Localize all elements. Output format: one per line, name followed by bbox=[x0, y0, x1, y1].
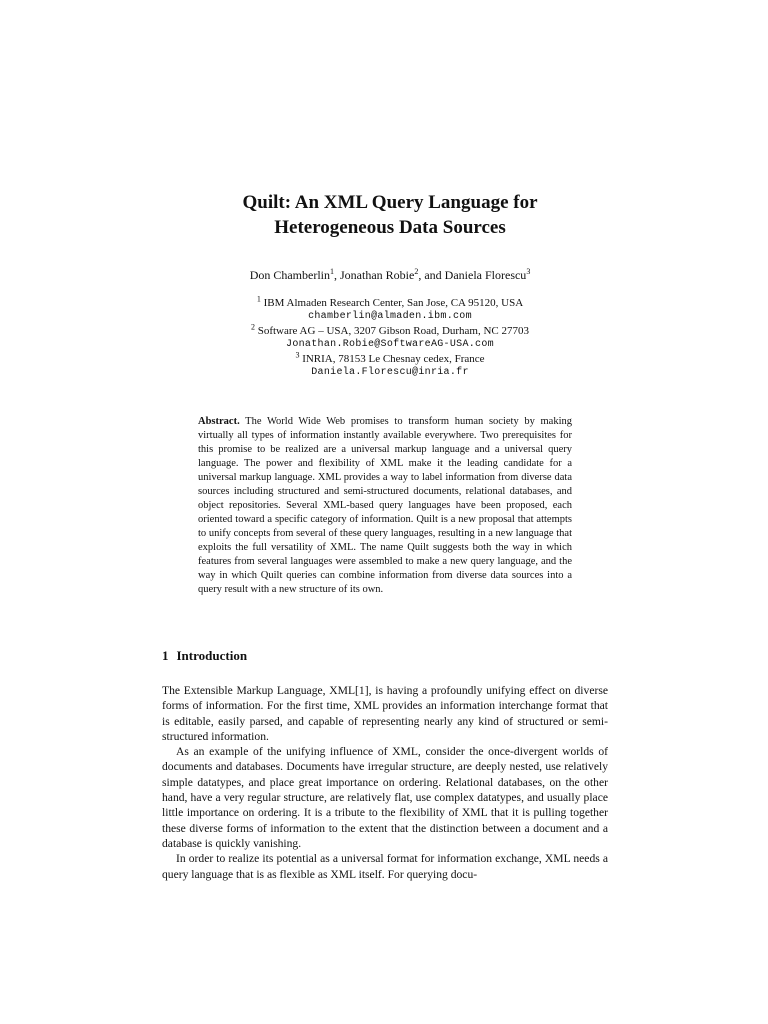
author-affiliation-mark: 3 bbox=[526, 267, 531, 276]
author-affiliation-mark: 2 bbox=[414, 267, 419, 276]
affiliation-mark: 2 bbox=[250, 322, 255, 332]
section-title: Introduction bbox=[176, 648, 248, 663]
author-name: Don Chamberlin bbox=[249, 268, 331, 282]
affiliation-name bbox=[150, 324, 630, 338]
paragraph: As an example of the unifying influence of XML, consider the once-divergent worlds of documents and databases. Documents have irregular structure, are deeply nested, use relatively simple datatypes, and place great importance on ordering. Relational databases, on the other hand, have a very regular structure, are relatively flat, use complex datatypes, and usually place little importance on ordering. It is a tribute to the flexibility of XML that it is pulling together these diverse forms of information to the extent that the distinction between a document and a database is quickly vanishing. bbox=[162, 745, 608, 850]
abstract bbox=[198, 415, 572, 597]
author-name: , and Daniela Florescu bbox=[418, 268, 527, 282]
author-list bbox=[150, 267, 630, 283]
affiliation-name bbox=[150, 352, 630, 366]
title-line-2: Heterogeneous Data Sources bbox=[274, 217, 506, 238]
affiliation-1 bbox=[150, 296, 630, 324]
affiliation-2 bbox=[150, 324, 630, 352]
section-number: 1 bbox=[162, 648, 169, 663]
affiliation-mark: 1 bbox=[256, 294, 261, 304]
abstract-text: The World Wide Web promises to transform human society by making virtually all types of information instantly available everywhere. Two prerequisites for this promise to be realized are a universal markup language and a universal query language. The power and flexibility of XML make it the leading candidate for a universal markup language. XML provides a way to label information from diverse data sources including structured and semi-structured documents, relational databases, and object repositories. Several XML-based query languages have been proposed, each oriented toward a specific category of information. Quilt is a new proposal that attempts to unify concepts from several of these query languages, resulting in a new language that exploits the full versatility of XML. The name Quilt suggests both the way in which features from several languages were assembled to make a new query language, and the way in which Quilt queries can combine information from diverse data sources into a query result with a new structure of its own. bbox=[198, 416, 572, 595]
section-body bbox=[162, 683, 608, 882]
affiliation-name bbox=[150, 296, 630, 310]
author-affiliation-mark: 1 bbox=[330, 267, 335, 276]
title-line-1: Quilt: An XML Query Language for bbox=[242, 192, 538, 213]
author-name: , Jonathan Robie bbox=[334, 268, 415, 282]
abstract-label: Abstract. bbox=[198, 416, 240, 427]
paragraph: The Extensible Markup Language, XML[1], is having a profoundly unifying effect on diverse forms of information. For the first time, XML provides an information interchange format that is editable, easily parsed, and capable of representing nearly any kind of structured or semi-structured information. bbox=[162, 684, 608, 743]
paragraph: In order to realize its potential as a universal format for information exchange, XML needs a query language that is as flexible as XML itself. For querying docu- bbox=[162, 852, 608, 881]
affiliation-text: Software AG – USA, 3207 Gibson Road, Durham, NC 27703 bbox=[254, 325, 530, 337]
affiliation-email: Jonathan.Robie@SoftwareAG-USA.com bbox=[286, 339, 494, 350]
affiliation-email: chamberlin@almaden.ibm.com bbox=[308, 311, 472, 322]
section-heading bbox=[162, 648, 247, 664]
affiliation-3 bbox=[150, 352, 630, 380]
affiliation-list bbox=[150, 296, 630, 380]
affiliation-text: INRIA, 78153 Le Chesnay cedex, France bbox=[299, 353, 485, 365]
affiliation-email: Daniela.Florescu@inria.fr bbox=[311, 367, 469, 378]
affiliation-mark: 3 bbox=[295, 350, 300, 360]
paper-title bbox=[150, 190, 630, 240]
affiliation-text: IBM Almaden Research Center, San Jose, CA 95120, USA bbox=[260, 297, 524, 309]
